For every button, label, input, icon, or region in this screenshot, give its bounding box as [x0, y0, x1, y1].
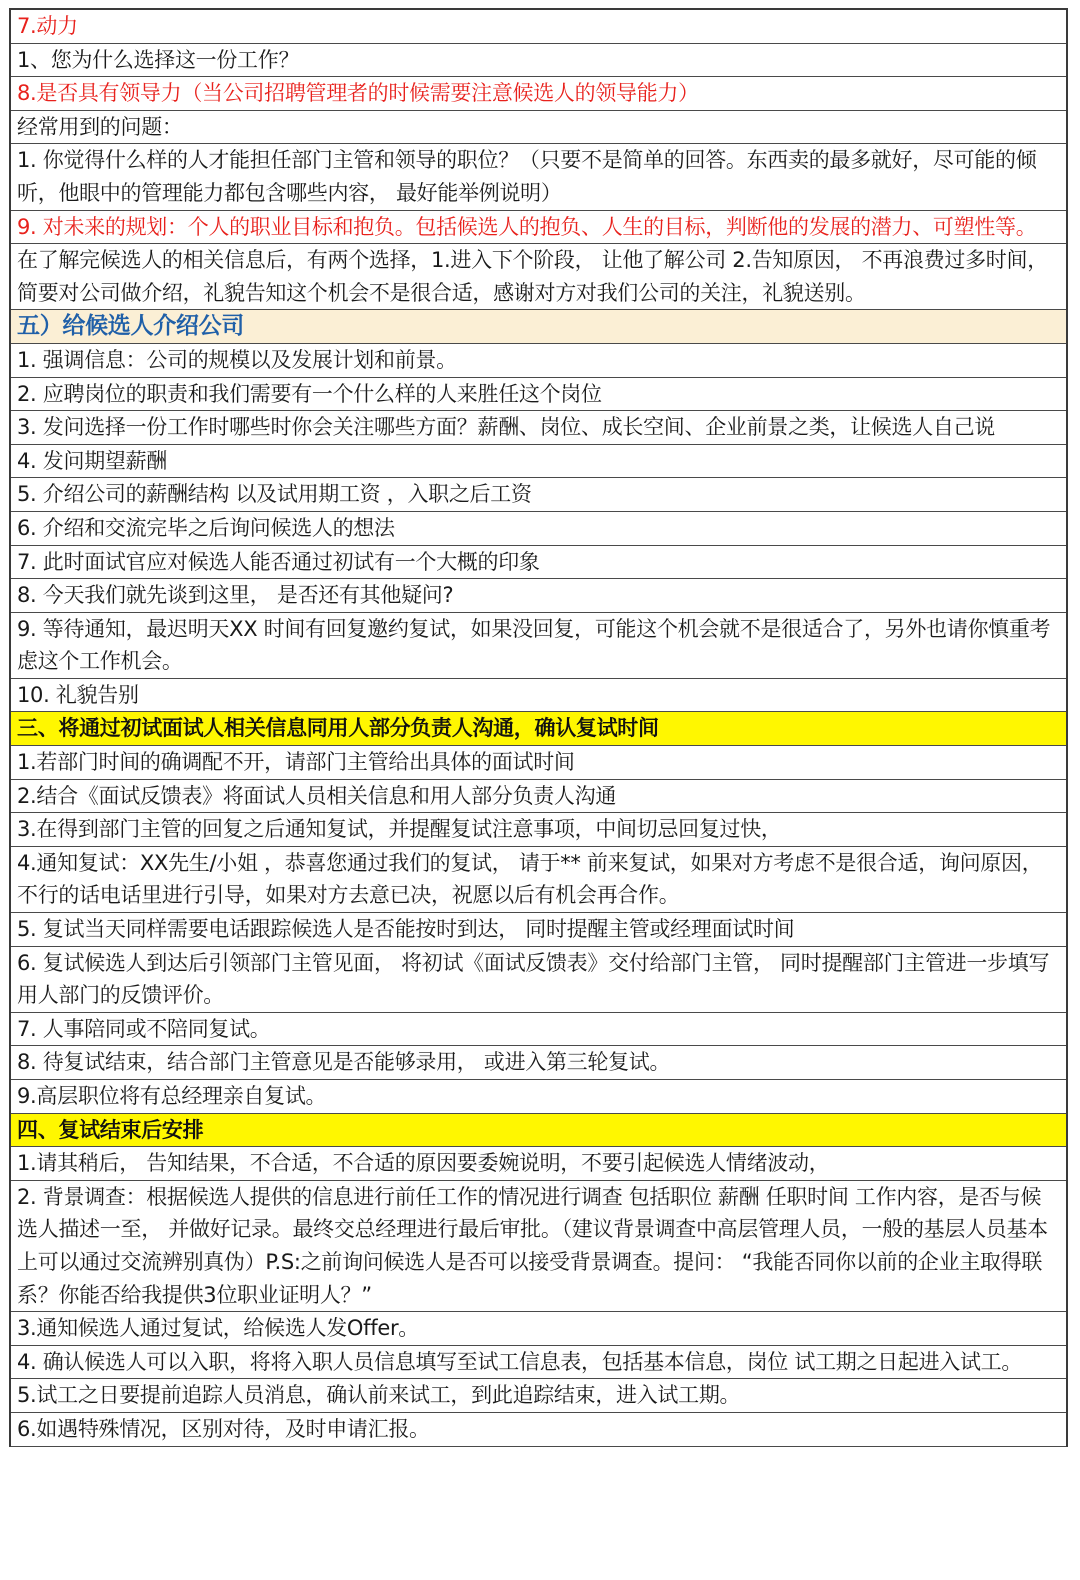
list-item: 8. 待复试结束，结合部门主管意见是否能够录用， 或进入第三轮复试。 [11, 1046, 1066, 1080]
document-table [9, 8, 1068, 1447]
row-leadership-heading: 8.是否具有领导力（当公司招聘管理者的时候需要注意候选人的领导能力） [11, 77, 1066, 111]
list-item: 7. 此时面试官应对候选人能否通过初试有一个大概的印象 [11, 546, 1066, 580]
row-question: 1. 你觉得什么样的人才能担任部门主管和领导的职位？（只要不是简单的回答。东西卖的最多就好，尽可能的倾听，他眼中的管理能力都包含哪些内容， 最好能举例说明） [11, 144, 1066, 210]
row-common-questions-label: 经常用到的问题： [11, 111, 1066, 145]
list-item: 5. 复试当天同样需要电话跟踪候选人是否能按时到达， 同时提醒主管或经理面试时间 [11, 913, 1066, 947]
section-heading-introduce-company: 五）给候选人介绍公司 [11, 310, 1066, 344]
section-heading-confirm-second-interview: 三、将通过初试面试人相关信息同用人部分负责人沟通，确认复试时间 [11, 712, 1066, 746]
list-item: 2. 背景调查：根据候选人提供的信息进行前任工作的情况进行调查 包括职位 薪酬 任职时间 工作内容，是否与候选人描述一至， 并做好记录。最终交总经理进行最后审批。（建议背景调查中高层管理人员，一般的基层人员基本上可以通过交流辨别真伪）P.S:之前询问候选人是否可以接受背景调查。提问： “我能否同你以前的企业主取得联系？你能否给我提供3位职业证明人？” [11, 1181, 1066, 1312]
list-item: 1.若部门时间的确调配不开，请部门主管给出具体的面试时间 [11, 746, 1066, 780]
list-item: 3.通知候选人通过复试，给候选人发Offer。 [11, 1312, 1066, 1346]
section-heading-after-second-interview: 四、复试结束后安排 [11, 1114, 1066, 1148]
list-item: 4.通知复试：XX先生/小姐 ，恭喜您通过我们的复试， 请于** 前来复试，如果对方考虑不是很合适，询问原因，不行的话电话里进行引导，如果对方去意已决，祝愿以后有机会再合作。 [11, 847, 1066, 913]
list-item: 5. 介绍公司的薪酬结构 以及试用期工资 ，入职之后工资 [11, 478, 1066, 512]
list-item: 6. 介绍和交流完毕之后询问候选人的想法 [11, 512, 1066, 546]
list-item: 3. 发问选择一份工作时哪些时你会关注哪些方面？薪酬、岗位、成长空间、企业前景之类，让候选人自己说 [11, 411, 1066, 445]
list-item: 10. 礼貌告别 [11, 679, 1066, 713]
list-item: 3.在得到部门主管的回复之后通知复试，并提醒复试注意事项，中间切忌回复过快， [11, 813, 1066, 847]
list-item: 6. 复试候选人到达后引领部门主管见面， 将初试《面试反馈表》交付给部门主管， 同时提醒部门主管进一步填写用人部门的反馈评价。 [11, 947, 1066, 1013]
list-item: 8. 今天我们就先谈到这里， 是否还有其他疑问? [11, 579, 1066, 613]
list-item: 5.试工之日要提前追踪人员消息，确认前来试工，到此追踪结束，进入试工期。 [11, 1379, 1066, 1413]
row-question: 1、您为什么选择这一份工作？ [11, 44, 1066, 78]
list-item: 6.如遇特殊情况，区别对待，及时申请汇报。 [11, 1413, 1066, 1447]
list-item: 9.高层职位将有总经理亲自复试。 [11, 1080, 1066, 1114]
list-item: 2. 应聘岗位的职责和我们需要有一个什么样的人来胜任这个岗位 [11, 378, 1066, 412]
list-item: 1.请其稍后， 告知结果，不合适，不合适的原因要委婉说明，不要引起候选人情绪波动， [11, 1147, 1066, 1181]
list-item: 2.结合《面试反馈表》将面试人员相关信息和用人部分负责人沟通 [11, 780, 1066, 814]
row-future-planning-heading: 9. 对未来的规划：个人的职业目标和抱负。包括候选人的抱负、人生的目标，判断他的发展的潜力、可塑性等。 [11, 211, 1066, 245]
row-motivation-heading: 7.动力 [11, 10, 1066, 44]
list-item: 1. 强调信息：公司的规模以及发展计划和前景。 [11, 344, 1066, 378]
list-item: 4. 发问期望薪酬 [11, 445, 1066, 479]
list-item: 9. 等待通知，最迟明天XX 时间有回复邀约复试，如果没回复，可能这个机会就不是很适合了，另外也请你慎重考虑这个工作机会。 [11, 613, 1066, 679]
list-item: 7. 人事陪同或不陪同复试。 [11, 1013, 1066, 1047]
list-item: 4. 确认候选人可以入职，将将入职人员信息填写至试工信息表，包括基本信息，岗位 试工期之日起进入试工。 [11, 1346, 1066, 1380]
row-paragraph: 在了解完候选人的相关信息后，有两个选择，1.进入下个阶段， 让他了解公司 2.告知原因， 不再浪费过多时间，简要对公司做介绍，礼貌告知这个机会不是很合适，感谢对方对我们公司的关注，礼貌送别。 [11, 244, 1066, 310]
